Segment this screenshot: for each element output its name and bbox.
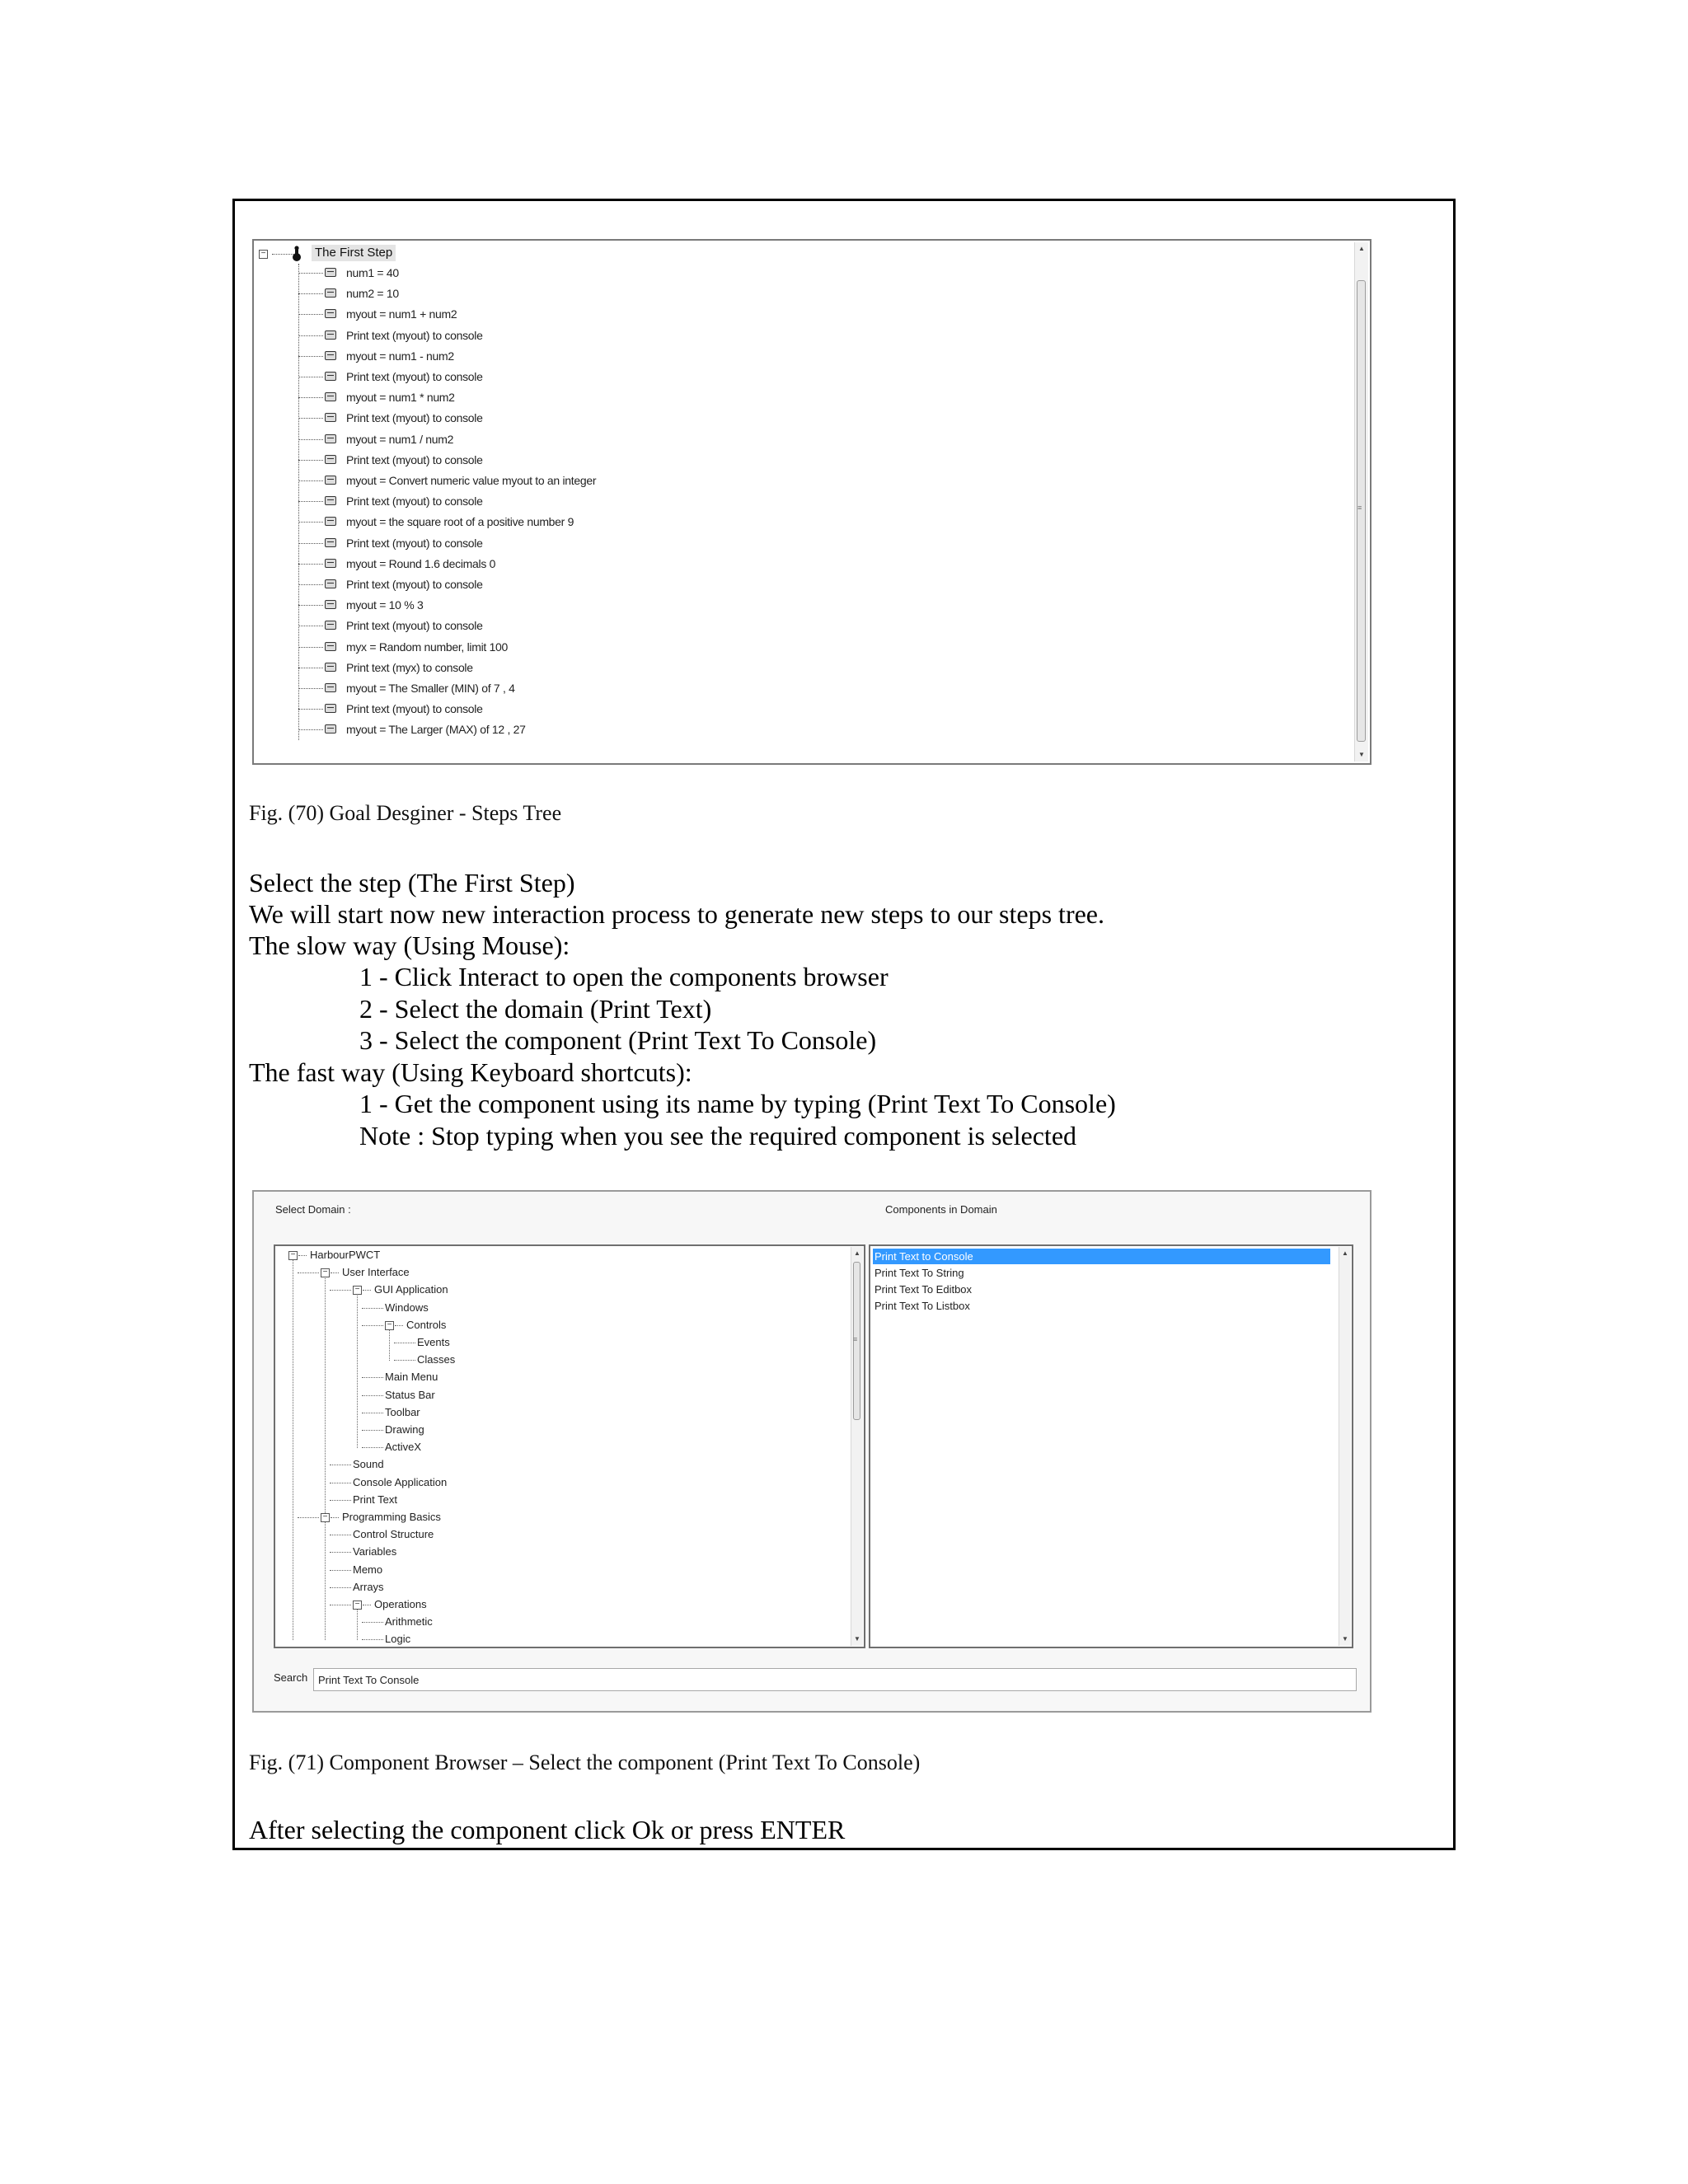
domain-tree-node[interactable]: Print Text xyxy=(353,1493,397,1506)
tree-connector xyxy=(362,1622,383,1623)
domain-tree-node[interactable]: Classes xyxy=(417,1353,456,1366)
step-label: myout = The Larger (MAX) of 12 , 27 xyxy=(346,723,526,737)
tree-connector xyxy=(331,1517,339,1518)
body-line: Note : Stop typing when you see the required component is selected xyxy=(359,1121,1077,1151)
step-label: myout = Convert numeric value myout to an integer xyxy=(346,474,597,487)
tree-connector xyxy=(272,254,293,255)
step-label: Print text (myout) to console xyxy=(346,494,483,509)
body-line: The slow way (Using Mouse): xyxy=(249,930,570,960)
step-label: myout = num1 - num2 xyxy=(346,349,454,363)
select-domain-label: Select Domain : xyxy=(275,1203,351,1216)
scroll-down-icon[interactable]: ▼ xyxy=(1358,751,1365,758)
domain-tree-node[interactable]: Control Structure xyxy=(353,1528,434,1541)
domain-tree-node[interactable]: Status Bar xyxy=(385,1388,435,1401)
step-label: myout = num1 / num2 xyxy=(346,432,454,446)
step-icon xyxy=(325,683,336,692)
tree-connector xyxy=(330,1587,351,1588)
tree-connector xyxy=(298,688,323,689)
fig70-caption: Fig. (70) Goal Desginer - Steps Tree xyxy=(249,801,562,825)
tree-connector xyxy=(298,335,323,336)
tree-connector xyxy=(298,439,323,440)
domain-tree-node[interactable]: Programming Basics xyxy=(342,1511,441,1523)
step-label: myout = 10 % 3 xyxy=(346,598,424,612)
step-icon xyxy=(325,476,336,485)
scroll-up-icon[interactable]: ▲ xyxy=(1358,245,1365,252)
tree-connector xyxy=(298,647,323,648)
step-label: Print text (myout) to console xyxy=(346,536,483,550)
step-icon xyxy=(325,268,336,277)
domain-tree[interactable] xyxy=(274,1244,865,1648)
components-in-domain-label: Components in Domain xyxy=(885,1203,997,1216)
tree-connector xyxy=(298,709,323,710)
domain-tree-node[interactable]: Toolbar xyxy=(385,1405,420,1418)
collapse-icon[interactable]: − xyxy=(288,1251,298,1260)
step-icon xyxy=(325,600,336,609)
step-icon xyxy=(325,330,336,340)
scroll-down-icon[interactable]: ▼ xyxy=(854,1635,860,1643)
components-scrollbar[interactable] xyxy=(1339,1247,1351,1646)
domain-tree-node[interactable]: Events xyxy=(417,1336,450,1348)
domain-tree-node[interactable]: Main Menu xyxy=(385,1371,438,1384)
step-label: Print text (myout) to console xyxy=(346,619,483,633)
step-icon xyxy=(325,455,336,464)
step-label: myout = the square root of a positive number 9 xyxy=(346,515,574,529)
step-label: myout = num1 + num2 xyxy=(346,307,457,321)
footer-line: After selecting the component click Ok or press ENTER xyxy=(249,1815,846,1844)
scroll-down-icon[interactable]: ▼ xyxy=(1342,1635,1348,1643)
component-item[interactable]: Print Text To String xyxy=(874,1267,964,1279)
tree-connector xyxy=(395,1325,403,1326)
goal-root-icon xyxy=(292,246,302,262)
step-icon xyxy=(325,621,336,630)
component-item[interactable]: Print Text To Editbox xyxy=(874,1283,973,1296)
tree-connector xyxy=(298,605,323,606)
step-icon xyxy=(325,663,336,672)
tree-connector xyxy=(298,522,323,523)
tree-connector xyxy=(363,1290,371,1291)
tree-connector xyxy=(331,1272,339,1273)
scroll-up-icon[interactable]: ▲ xyxy=(854,1249,860,1257)
tree-connector xyxy=(298,460,323,461)
tree-connector xyxy=(298,356,323,357)
tree-connector xyxy=(357,1609,358,1640)
tree-connector xyxy=(330,1500,351,1501)
tree-connector xyxy=(298,1255,307,1256)
tree-connector xyxy=(362,1325,383,1326)
step-icon xyxy=(325,538,336,547)
tree-connector xyxy=(298,543,323,544)
domain-tree-node[interactable]: Logic xyxy=(385,1633,411,1646)
step-label: num2 = 10 xyxy=(346,287,399,301)
grip-icon: ≡ xyxy=(1357,504,1362,512)
step-icon xyxy=(325,517,336,526)
tree-connector xyxy=(298,418,323,419)
step-icon xyxy=(325,579,336,588)
step-label: num1 = 40 xyxy=(346,266,399,279)
step-label: myout = num1 * num2 xyxy=(346,391,455,405)
fig71-caption: Fig. (71) Component Browser – Select the component (Print Text To Console) xyxy=(249,1750,921,1774)
tree-connector xyxy=(298,273,323,274)
body-line: The fast way (Using Keyboard shortcuts): xyxy=(249,1057,692,1087)
domain-tree-node[interactable]: Variables xyxy=(353,1545,397,1558)
collapse-icon[interactable]: − xyxy=(353,1286,362,1295)
domain-tree-node[interactable]: ActiveX xyxy=(385,1441,422,1454)
tree-connector xyxy=(325,1521,326,1640)
step-icon xyxy=(325,559,336,568)
step-icon xyxy=(325,392,336,401)
step-icon xyxy=(325,496,336,505)
tree-connector xyxy=(362,1308,383,1309)
component-item[interactable]: Print Text To Listbox xyxy=(874,1300,970,1312)
tree-connector xyxy=(298,564,323,565)
body-line: Select the step (The First Step) xyxy=(249,868,575,898)
step-label: myx = Random number, limit 100 xyxy=(346,640,509,654)
body-line: 1 - Get the component using its name by typing (Print Text To Console) xyxy=(359,1089,1116,1118)
scroll-up-icon[interactable]: ▲ xyxy=(1342,1249,1348,1257)
steps-tree-screenshot xyxy=(252,239,1372,765)
collapse-icon[interactable]: − xyxy=(353,1601,362,1610)
domain-tree-node[interactable]: Sound xyxy=(353,1458,384,1471)
tree-connector xyxy=(298,584,323,585)
collapse-icon[interactable]: − xyxy=(321,1513,330,1522)
domain-tree-node[interactable]: GUI Application xyxy=(374,1283,448,1296)
tree-connector xyxy=(330,1290,351,1291)
tree-connector xyxy=(389,1329,390,1361)
tree-connector xyxy=(298,1272,319,1273)
tree-connector xyxy=(298,480,323,481)
domain-tree-node[interactable]: Arrays xyxy=(353,1580,384,1593)
domain-tree-node[interactable]: Console Application xyxy=(353,1475,448,1488)
step-icon xyxy=(325,309,336,318)
tree-connector xyxy=(362,1447,383,1448)
tree-connector xyxy=(330,1552,351,1553)
step-icon xyxy=(325,288,336,298)
step-label: Print text (myout) to console xyxy=(346,578,483,591)
tree-root-the-first-step[interactable]: The First Step xyxy=(312,245,396,261)
body-line: 3 - Select the component (Print Text To Console) xyxy=(359,1025,877,1055)
search-input[interactable] xyxy=(313,1668,1357,1691)
domain-tree-node[interactable]: Arithmetic xyxy=(385,1615,433,1629)
tree-connector xyxy=(362,1395,383,1396)
domain-tree-node[interactable]: Operations xyxy=(374,1598,427,1610)
search-label: Search xyxy=(274,1671,308,1684)
domain-tree-node[interactable]: HarbourPWCT xyxy=(310,1249,381,1261)
components-list[interactable] xyxy=(869,1244,1353,1648)
step-icon xyxy=(325,351,336,360)
step-icon xyxy=(325,704,336,713)
step-label: Print text (myout) to console xyxy=(346,411,483,425)
step-label: myout = The Smaller (MIN) of 7 , 4 xyxy=(346,682,515,695)
tree-connector xyxy=(325,1277,326,1518)
step-label: myout = Round 1.6 decimals 0 xyxy=(346,556,496,570)
tree-connector xyxy=(362,1377,383,1378)
tree-connector xyxy=(298,729,323,730)
step-label: Print text (myout) to console xyxy=(346,328,483,342)
domain-tree-node[interactable]: Drawing xyxy=(385,1423,424,1436)
tree-connector xyxy=(298,1517,319,1518)
step-icon xyxy=(325,434,336,443)
tree-connector xyxy=(298,293,323,294)
tree-connector xyxy=(357,1294,358,1448)
domain-tree-scrollbar[interactable] xyxy=(851,1247,863,1646)
domain-tree-node[interactable]: Controls xyxy=(406,1318,447,1331)
step-icon xyxy=(325,642,336,651)
component-item-selected[interactable]: Print Text to Console xyxy=(873,1249,1330,1264)
step-label: Print text (myout) to console xyxy=(346,452,483,466)
domain-tree-node[interactable]: User Interface xyxy=(342,1266,410,1279)
domain-tree-node[interactable]: Windows xyxy=(385,1301,429,1314)
step-label: Print text (myout) to console xyxy=(346,370,483,383)
step-icon xyxy=(325,413,336,422)
tree-connector xyxy=(298,314,323,315)
tree-connector xyxy=(362,1430,383,1431)
step-label: Print text (myout) to console xyxy=(346,702,483,716)
collapse-icon[interactable]: − xyxy=(385,1321,394,1330)
step-icon xyxy=(325,372,336,381)
body-line: 1 - Click Interact to open the components browser xyxy=(359,962,889,991)
steps-tree-scrollbar[interactable] xyxy=(1354,242,1368,762)
body-line: We will start now new interaction process to generate new steps to our steps tree. xyxy=(249,899,1104,929)
step-label: Print text (myx) to console xyxy=(346,660,473,674)
grip-icon: ≡ xyxy=(853,1335,858,1343)
tree-connector xyxy=(298,397,323,398)
collapse-icon[interactable]: − xyxy=(259,250,268,259)
domain-tree-node[interactable]: Memo xyxy=(353,1563,383,1576)
tree-connector xyxy=(394,1360,415,1361)
tree-connector xyxy=(330,1570,351,1571)
tree-connector xyxy=(298,501,323,502)
step-icon xyxy=(325,724,336,733)
component-browser-screenshot xyxy=(252,1190,1372,1713)
tree-connector xyxy=(362,1639,383,1640)
collapse-icon[interactable]: − xyxy=(321,1268,330,1277)
body-line: 2 - Select the domain (Print Text) xyxy=(359,994,712,1024)
